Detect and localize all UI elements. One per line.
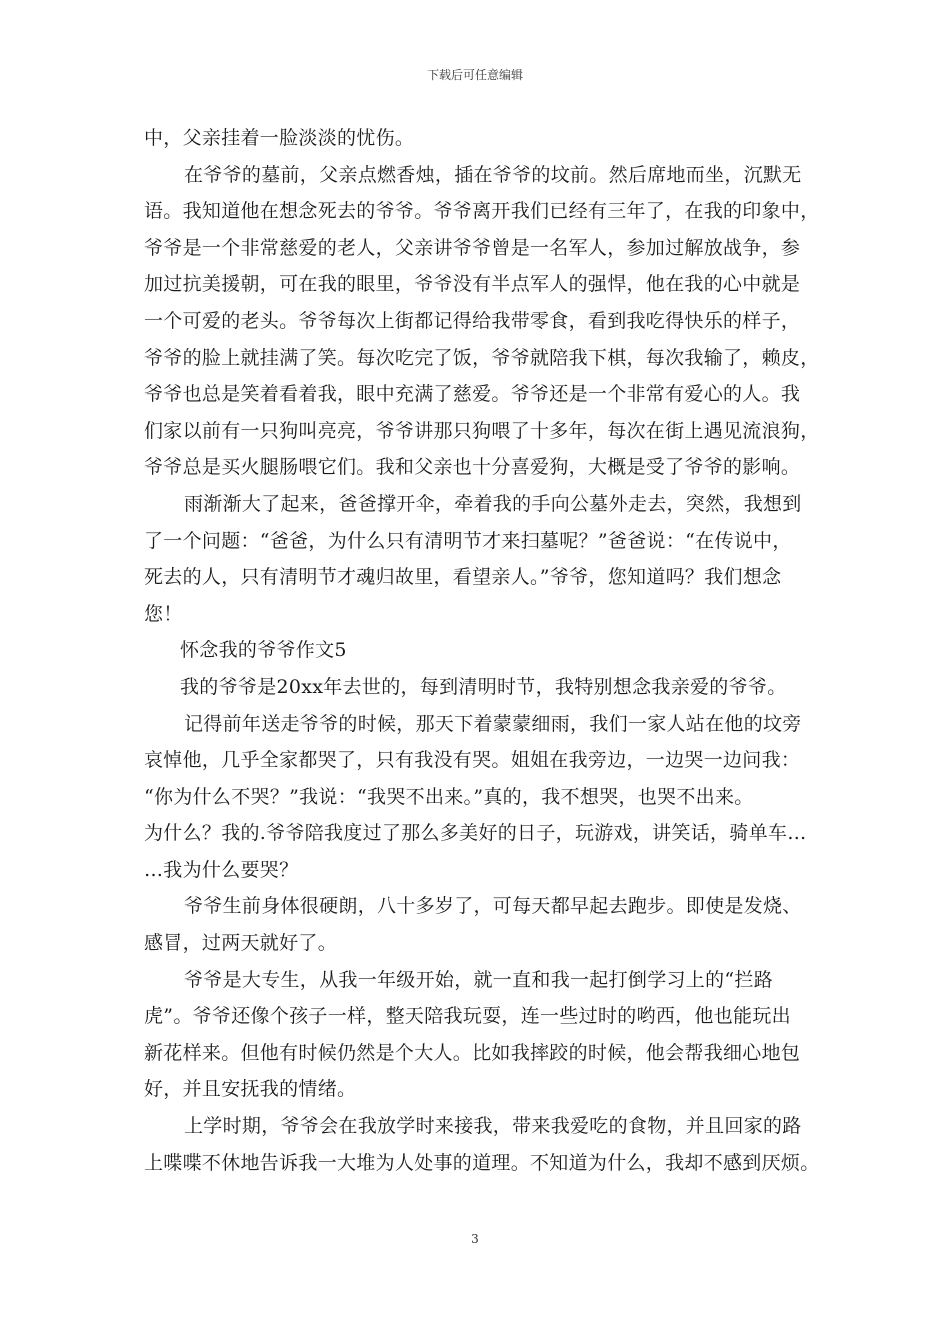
paragraph-start: 上学时期，爷爷会在我放学时来接我，带来我爱吃的食物，并且回家的路	[184, 1115, 802, 1138]
text-line: 您！	[144, 602, 183, 625]
document-body	[144, 120, 820, 1181]
page-number: 3	[471, 1232, 479, 1246]
text-line: 爷爷是一个非常慈爱的老人，父亲讲爷爷曾是一名军人，参加过解放战争，参	[144, 236, 801, 259]
text-line: “你为什么不哭？”我说：“我哭不出来。”真的，我不想哭，也哭不出来。	[144, 785, 754, 808]
text-line: 哀悼他，几乎全家都哭了，只有我没有哭。姐姐在我旁边，一边哭一边问我：	[144, 749, 801, 772]
paragraph-start: 在爷爷的墓前，父亲点燃香烛，插在爷爷的坟前。然后席地而坐，沉默无	[184, 163, 802, 186]
paragraph-start: 我的爷爷是20xx年去世的，每到清明时节，我特别想念我亲爱的爷爷。	[180, 675, 787, 698]
paragraph-start: 爷爷生前身体很硬朗，八十多岁了，可每天都早起去跑步。即使是发烧、	[184, 895, 802, 918]
paragraph-start: 记得前年送走爷爷的时候，那天下着蒙蒙细雨，我们一家人站在他的坟旁	[184, 712, 802, 735]
text-line: 感冒，过两天就好了。	[144, 932, 338, 955]
text-line: 中，父亲挂着一脸淡淡的忧伤。	[144, 127, 415, 149]
text-line: …我为什么要哭？	[144, 858, 299, 881]
text-line: 加过抗美援朝，可在我的眼里，爷爷没有半点军人的强悍，他在我的心中就是	[144, 273, 801, 296]
text-line: 新花样来。但他有时候仍然是个大人。比如我摔跤的时候，他会帮我细心地包	[144, 1041, 801, 1064]
text-line: 一个可爱的老头。爷爷每次上街都记得给我带零食，看到我吃得快乐的样子，	[144, 309, 801, 332]
text-line: 上喋喋不休地告诉我一大堆为人处事的道理。不知道为什么，我却不感到厌烦。	[144, 1151, 820, 1174]
text-line: 虎”。爷爷还像个孩子一样，整天陪我玩耍，连一些过时的哟西，他也能玩出	[144, 1005, 791, 1028]
paragraph-start: 爷爷是大专生，从我一年级开始，就一直和我一起打倒学习上的“拦路	[184, 968, 774, 991]
text-line: 爷爷总是买火腿肠喂它们。我和父亲也十分喜爱狗，大概是受了爷爷的影响。	[144, 456, 801, 479]
text-line: 为什么？我的.爷爷陪我度过了那么多美好的日子，玩游戏，讲笑话，骑单车…	[144, 822, 807, 845]
paragraph-start: 雨渐渐大了起来，爸爸撑开伞，牵着我的手向公墓外走去，突然，我想到	[184, 492, 802, 515]
section-title: 怀念我的爷爷作文5	[180, 639, 347, 662]
text-line: 语。我知道他在想念死去的爷爷。爷爷离开我们已经有三年了，在我的印象中，	[144, 200, 820, 223]
text-line: 好，并且安抚我的情绪。	[144, 1078, 357, 1101]
text-line: 们家以前有一只狗叫亮亮，爷爷讲那只狗喂了十多年，每次在街上遇见流浪狗，	[144, 419, 820, 442]
text-line: 了一个问题：“爸爸，为什么只有清明节才来扫墓呢？”爸爸说：“在传说中，	[144, 529, 792, 552]
text-line: 爷爷的脸上就挂满了笑。每次吃完了饭，爷爷就陪我下棋，每次我输了，赖皮，	[144, 346, 820, 369]
text-line: 爷爷也总是笑着看着我，眼中充满了慈爱。爷爷还是一个非常有爱心的人。我	[144, 383, 801, 406]
text-line: 死去的人，只有清明节才魂归故里，看望亲人。”爷爷，您知道吗？我们想念	[144, 566, 782, 589]
header-note: 下载后可任意编辑	[426, 68, 523, 82]
